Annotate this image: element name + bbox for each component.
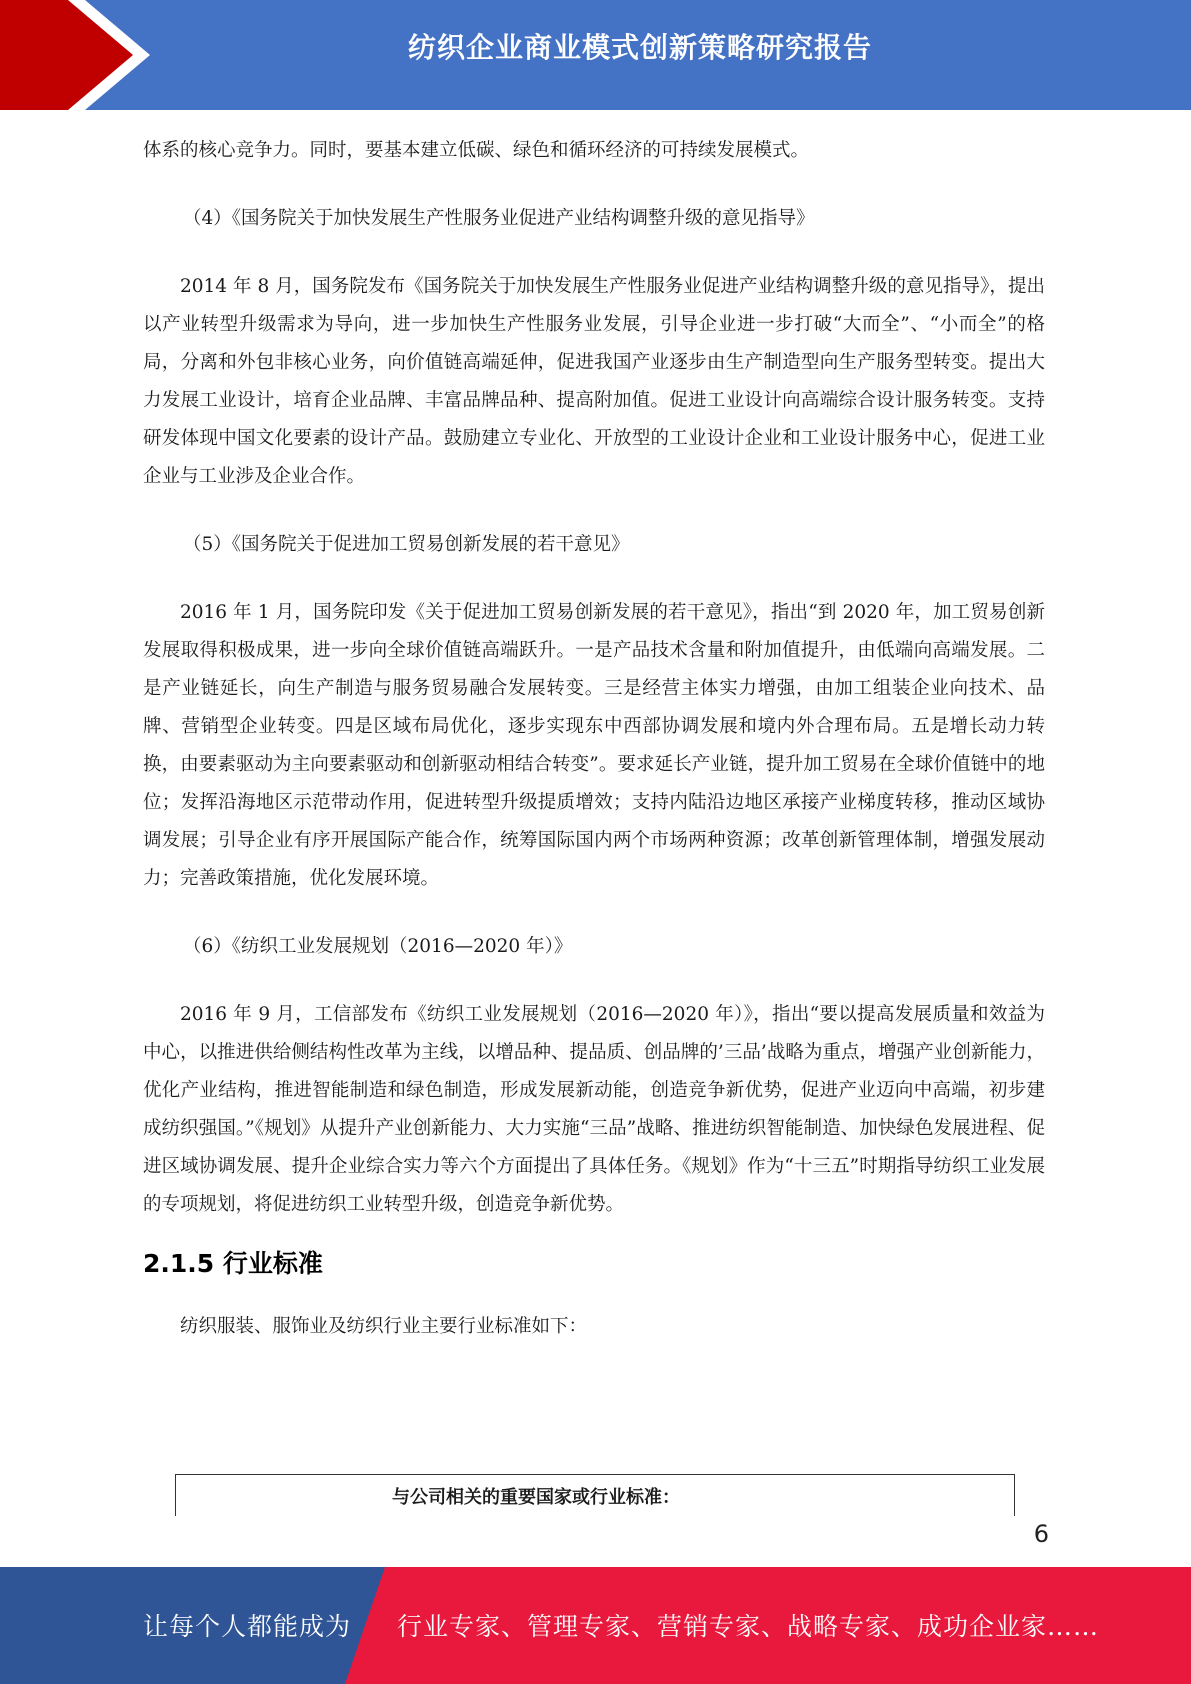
- paragraph-6: 2016 年 9 月，工信部发布《纺织工业发展规划（2016—2020 年）》，指出“要以提高发展质量和效益为中心，以推进供给侧结构性改革为主线，以增品种、提品质、创品牌的’三品’战略为重点，增强产业创新能力，优化产业结构，推进智能制造和绿色制造，形成发展新动能，创造竞争新优势，促进产业迈向中高端，初步建成纺织强国。”《规划》从提升产业创新能力、大力实施“三品”战略、推进纺织智能制造、加快绿色发展进程、促进区域协调发展、提升企业综合实力等六个方面提出了具体任务。《规划》作为“十三五”时期指导纺织工业发展的专项规划，将促进纺织工业转型升级，创造竞争新优势。: [143, 1004, 1045, 1215]
- page-footer: [0, 1567, 1191, 1684]
- main-content: [143, 132, 1045, 1346]
- section-title: 2.1.5 行业标准: [143, 1249, 323, 1278]
- table-header: 与公司相关的重要国家或行业标准：: [392, 1487, 680, 1508]
- paragraph-4: 2014 年 8 月，国务院发布《国务院关于加快发展生产性服务业促进产业结构调整升级的意见指导》，提出以产业转型升级需求为导向，进一步加快生产性服务业发展，引导企业进一步打破“大而全”、“小而全”的格局，分离和外包非核心业务，向价值链高端延伸，促进我国产业逐步由生产制造型向生产服务型转变。提出大力发展工业设计，培育企业品牌、丰富品牌品种、提高附加值。促进工业设计向高端综合设计服务转变。支持研发体现中国文化要素的设计产品。鼓励建立专业化、开放型的工业设计企业和工业设计服务中心，促进工业企业与工业涉及企业合作。: [143, 276, 1045, 487]
- page-number: 6: [1033, 1520, 1049, 1548]
- page-header: [0, 0, 1191, 110]
- subheading-6: （6）《纺织工业发展规划（2016—2020 年）》: [183, 936, 573, 957]
- header-title: 纺织企业商业模式创新策略研究报告: [407, 31, 872, 64]
- footer-slogan-left: 让每个人都能成为: [143, 1612, 352, 1641]
- standards-table: [175, 1474, 1015, 1516]
- intro-paragraph: 体系的核心竞争力。同时，要基本建立低碳、绿色和循环经济的可持续发展模式。: [143, 140, 810, 161]
- standards-intro: 纺织服装、服饰业及纺织行业主要行业标准如下：: [180, 1316, 588, 1337]
- paragraph-5: 2016 年 1 月，国务院印发《关于促进加工贸易创新发展的若干意见》，指出“到 2020 年，加工贸易创新发展取得积极成果，进一步向全球价值链高端跃升。一是产品技术含量和附加值提升，由低端向高端发展。二是产业链延长，向生产制造与服务贸易融合发展转变。三是经营主体实力增强，由加工组装企业向技术、品牌、营销型企业转变。四是区域布局优化，逐步实现东中西部协调发展和境内外合理布局。五是增长动力转换，由要素驱动为主向要素驱动和创新驱动相结合转变”。要求延长产业链，提升加工贸易在全球价值链中的地位；发挥沿海地区示范带动作用，促进转型升级提质增效；支持内陆沿边地区承接产业梯度转移，推动区域协调发展；引导企业有序开展国际产能合作，统筹国际国内两个市场两种资源；改革创新管理体制，增强发展动力；完善政策措施，优化发展环境。: [143, 602, 1045, 889]
- subheading-5: （5）《国务院关于促进加工贸易创新发展的若干意见》: [183, 534, 630, 555]
- footer-slogan-right: 行业专家、管理专家、营销专家、战略专家、成功企业家……: [397, 1612, 1100, 1641]
- subheading-4: （4）《国务院关于加快发展生产性服务业促进产业结构调整升级的意见指导》: [183, 208, 815, 229]
